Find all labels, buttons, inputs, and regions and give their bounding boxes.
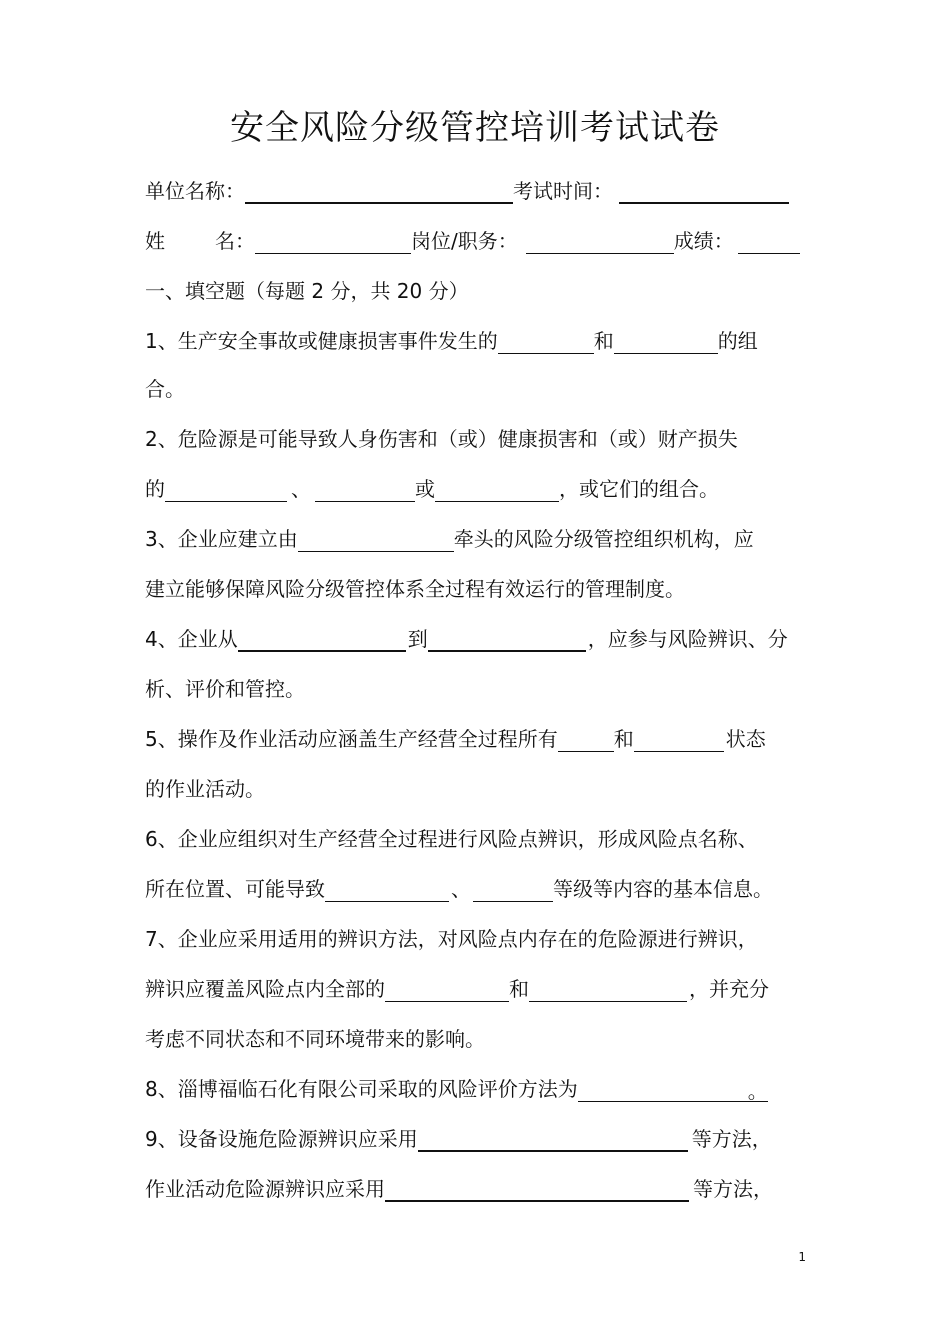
q9-blank-2[interactable]: [385, 1174, 689, 1202]
name-field[interactable]: [255, 227, 411, 254]
question-5-line-1: [145, 716, 807, 752]
q2-text-c: 、: [291, 477, 311, 501]
q1-blank-2[interactable]: [614, 327, 718, 354]
q6-blank-1[interactable]: [325, 875, 449, 902]
question-7-line-1: 7、企业应采用适用的辨识方法，对风险点内存在的危险源进行辨识，: [145, 927, 758, 951]
question-8-line-1: [145, 1066, 807, 1102]
question-6-line-2: [145, 866, 807, 902]
q4-text-c: ，应参与风险辨识、分: [587, 627, 788, 651]
q9-text-c: 作业活动危险源辨识应采用: [145, 1177, 385, 1201]
question-9-line-1: [145, 1116, 807, 1152]
score-field[interactable]: [738, 227, 800, 254]
q2-text-b: 的: [145, 477, 165, 501]
q6-text-b: 所在位置、可能导致: [145, 877, 325, 901]
q9-blank-1[interactable]: [418, 1124, 688, 1152]
name-label: [145, 225, 255, 254]
q5-blank-1[interactable]: [558, 725, 614, 752]
q5-text-c: 状态: [725, 727, 766, 751]
q8-text-a: 8、淄博福临石化有限公司采取的风险评价方法为: [145, 1077, 578, 1101]
question-1-line-1: [145, 318, 807, 354]
q4-text-a: 4、企业从: [145, 627, 238, 651]
q4-blank-2[interactable]: [428, 624, 586, 652]
q6-text-c: 、: [451, 877, 471, 901]
question-7-line-3: 考虑不同状态和不同环境带来的影响。: [145, 1027, 485, 1051]
question-4-line-1: [145, 616, 807, 652]
question-5-line-2: 的作业活动。: [145, 777, 265, 801]
score-label: 成绩：: [673, 229, 734, 253]
question-2-line-2: [145, 466, 807, 502]
exam-time-field[interactable]: [619, 176, 789, 204]
q7-text-d: ，并充分: [689, 977, 769, 1001]
q7-text-b: 辨识应覆盖风险点内全部的: [145, 977, 385, 1001]
q7-blank-1[interactable]: [385, 975, 509, 1002]
q6-blank-2[interactable]: [473, 875, 553, 902]
q7-text-c: 和: [509, 977, 529, 1001]
q4-blank-1[interactable]: [238, 624, 406, 652]
q1-text-b: 和: [593, 329, 614, 353]
q8-blank-1[interactable]: [578, 1075, 768, 1102]
unit-name-field[interactable]: [245, 176, 513, 204]
q5-text-a: 5、操作及作业活动应涵盖生产经营全过程所有: [145, 727, 558, 751]
q9-text-d: 等方法，: [693, 1177, 773, 1201]
q5-text-b: 和: [613, 727, 634, 751]
name-label-char2: 名：: [215, 229, 255, 253]
section-heading: 一、填空题（每题 2 分，共 20 分）: [145, 279, 469, 303]
question-2-line-1: 2、危险源是可能导致人身伤害和（或）健康损害和（或）财产损失: [145, 427, 738, 451]
q1-text-a: 1、生产安全事故或健康损害事件发生的: [145, 329, 498, 353]
q5-blank-2[interactable]: [634, 725, 724, 752]
question-6-line-1: 6、企业应组织对生产经营全过程进行风险点辨识，形成风险点名称、: [145, 827, 758, 851]
question-4-line-2: 析、评价和管控。: [145, 677, 305, 701]
post-label: 岗位/职务：: [411, 229, 518, 253]
unit-label: 单位名称：: [145, 179, 245, 203]
exam-time-label: 考试时间：: [513, 179, 613, 203]
q2-blank-3[interactable]: [435, 475, 559, 502]
q7-blank-2[interactable]: [529, 975, 687, 1002]
question-3-line-1: [145, 516, 807, 552]
q9-text-a: 9、设备设施危险源辨识应采用: [145, 1127, 418, 1151]
q9-text-b: 等方法，: [691, 1127, 772, 1151]
q1-blank-1[interactable]: [498, 327, 594, 354]
name-label-char1: 姓: [145, 229, 165, 253]
q2-blank-2[interactable]: [315, 475, 415, 502]
q2-text-e: ，或它们的组合。: [559, 477, 719, 501]
q3-text-a: 3、企业应建立由: [145, 527, 298, 551]
question-1-line-2: 合。: [145, 377, 185, 401]
exam-title: 安全风险分级管控培训考试试卷: [230, 108, 720, 148]
header-row-unit: [145, 168, 807, 204]
q2-blank-1[interactable]: [165, 475, 287, 502]
q2-text-d: 或: [415, 477, 435, 501]
q1-text-c: 的组: [717, 329, 758, 353]
question-9-line-2: [145, 1166, 807, 1202]
post-field[interactable]: [526, 227, 674, 254]
question-3-line-2: 建立能够保障风险分级管控体系全过程有效运行的管理制度。: [145, 577, 685, 601]
q8-text-b: 。: [747, 1079, 768, 1103]
q6-text-d: 等级等内容的基本信息。: [553, 877, 773, 901]
page-number: 1: [798, 1250, 806, 1264]
q3-text-b: 牵头的风险分级管控组织机构，应: [453, 527, 754, 551]
q3-blank-1[interactable]: [298, 525, 454, 552]
q4-text-b: 到: [407, 627, 428, 651]
header-row-name: [145, 218, 807, 254]
question-7-line-2: [145, 966, 807, 1002]
